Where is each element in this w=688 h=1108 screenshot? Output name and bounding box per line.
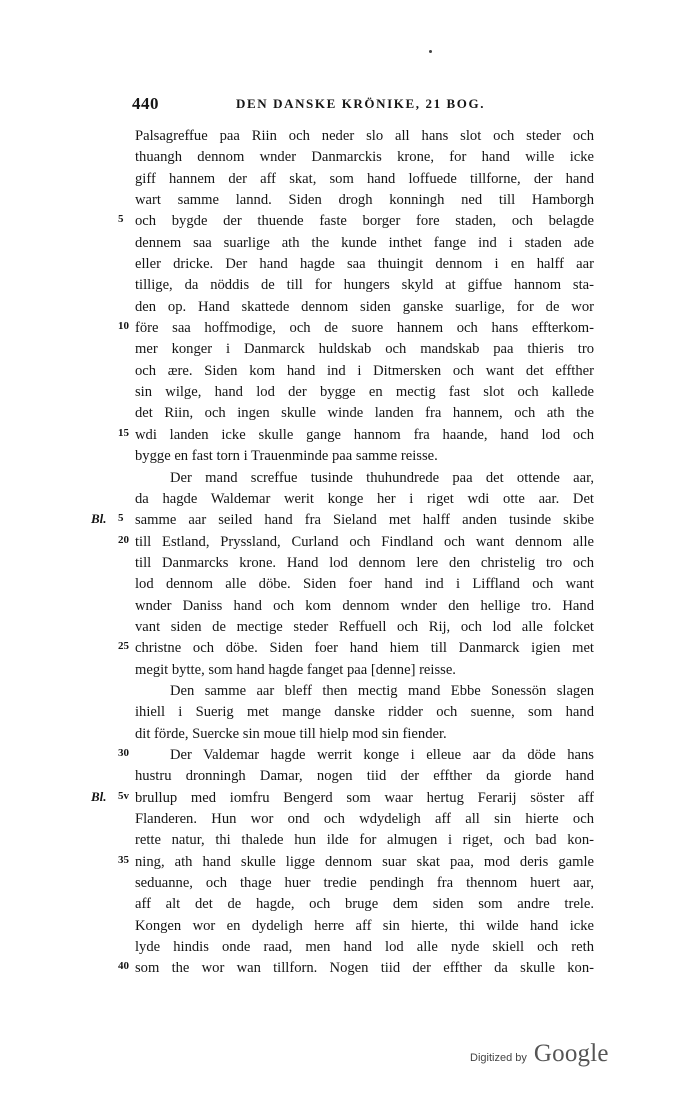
text-line <box>0 297 688 318</box>
text-line <box>0 275 688 296</box>
line-text: megit bytte, som hand hagde fanget paa [denne] reisse. <box>135 661 456 678</box>
text-line <box>0 361 688 382</box>
text-line <box>0 894 688 915</box>
line-number: 5 <box>118 213 124 226</box>
ink-speck <box>429 50 432 53</box>
line-text: Den samme aar bleff then mectig mand Ebbe Sonessön slagen <box>170 682 594 699</box>
line-text: mer konger i Danmarck huldskab och mandskab paa thieris tro <box>135 341 594 358</box>
text-line <box>0 425 688 446</box>
text-line <box>0 873 688 894</box>
page-number: 440 <box>132 94 159 113</box>
line-text: den op. Hand skattede dennom siden ganske suarlige, for de wor <box>135 298 594 315</box>
text-line <box>0 147 688 168</box>
line-text: sin wilge, hand lod der bygge en mectig fast slot och kallede <box>135 384 594 401</box>
line-text: bygge en fast torn i Trauenminde paa samme reisse. <box>135 448 438 465</box>
page-header <box>0 94 688 114</box>
line-text: aff alt det de hagde, och bruge dem siden som andre trele. <box>135 896 594 913</box>
line-text: ning, ath hand skulle ligge dennom suar skat paa, mod deris gamle <box>135 853 594 870</box>
line-number: 5 <box>118 512 124 525</box>
text-line <box>0 596 688 617</box>
text-line <box>0 638 688 659</box>
text-line <box>0 702 688 723</box>
text-line <box>0 724 688 745</box>
line-text: före saa hoffmodige, och de suore hannem och hans effterkom- <box>135 320 594 337</box>
line-text: hustru dronningh Damar, nogen tiid der effther da giorde hand <box>135 768 594 785</box>
line-text: det Riin, och ingen skulle winde landen fra hannem, och ath the <box>135 405 594 422</box>
running-head: DEN DANSKE KRÖNIKE, 21 BOG. <box>236 96 486 111</box>
line-text: seduanne, och thage huer tredie pendingh fra thennom huert aar, <box>135 875 594 892</box>
text-line <box>0 510 688 531</box>
text-line <box>0 788 688 809</box>
line-text: och bygde der thuende faste borger fore staden, och belagde <box>135 213 594 230</box>
line-number: 30 <box>118 746 129 759</box>
line-text: tillige, da nöddis de till for hungers skyld at giffue hannom sta- <box>135 277 594 294</box>
text-line <box>0 190 688 211</box>
digitized-by-label: Digitized by <box>470 1052 527 1064</box>
line-number: 15 <box>118 426 129 439</box>
text-line <box>0 169 688 190</box>
text-line <box>0 318 688 339</box>
line-number: 25 <box>118 640 129 653</box>
line-text: och ære. Siden kom hand ind i Ditmersken och want det effther <box>135 362 594 379</box>
margin-note: Bl. <box>91 511 107 527</box>
line-text: wdi landen icke skulle gange hannom fra haande, hand lod och <box>135 426 594 443</box>
line-text: da hagde Waldemar werit konge her i riget wdi otte aar. Det <box>135 490 594 507</box>
line-text: brullup med iomfru Bengerd som waar hertug Ferarij söster aff <box>135 789 594 806</box>
text-line <box>0 958 688 979</box>
text-line <box>0 745 688 766</box>
text-line <box>0 254 688 275</box>
line-number: 10 <box>118 320 129 333</box>
line-text: rette natur, thi thalede hun ilde for almugen i riget, och bad kon- <box>135 832 594 849</box>
text-line <box>0 937 688 958</box>
text-line <box>0 553 688 574</box>
line-text: vant siden de mectige steder Reffuell och Rij, och lod alle folcket <box>135 618 594 635</box>
line-number: 20 <box>118 533 129 546</box>
line-text: Kongen wor en dydeligh herre aff sin hierte, thi wilde hand icke <box>135 917 594 934</box>
line-text: till Estland, Pryssland, Curland och Findland och want dennom alle <box>135 533 594 550</box>
line-text: samme aar seiled hand fra Sieland met halff anden tusinde skibe <box>135 512 594 529</box>
line-text: Flanderen. Hun wor ond och wdydeligh aff all sin hierte och <box>135 811 594 827</box>
body-text <box>0 126 688 980</box>
line-text: Der Valdemar hagde werrit konge i elleue aar da döde hans <box>170 746 594 763</box>
text-line <box>0 446 688 467</box>
text-line <box>0 617 688 638</box>
text-line <box>0 766 688 787</box>
line-text: dit förde, Suercke sin moue till hielp mod sin fiender. <box>135 725 447 742</box>
line-text: thuangh dennom wnder Danmarckis krone, for hand wille icke <box>135 149 594 166</box>
text-line <box>0 916 688 937</box>
text-line <box>0 681 688 702</box>
line-number: 35 <box>118 853 129 866</box>
text-line <box>0 382 688 403</box>
line-text: som the wor wan tillforn. Nogen tiid der effther da skulle kon- <box>135 960 594 977</box>
margin-note: Bl. <box>91 788 107 804</box>
line-text: lod dennom alle döbe. Siden foer hand ind i Liffland och want <box>135 576 594 593</box>
line-number: 40 <box>118 960 129 973</box>
text-line <box>0 489 688 510</box>
text-line <box>0 211 688 232</box>
line-text: dennem saa suarlige ath the kunde inthet fange ind i staden ade <box>135 234 594 251</box>
line-number: 5v <box>118 789 129 802</box>
digitized-by-google-footer <box>470 1040 609 1068</box>
text-line <box>0 126 688 147</box>
line-text: ihiell i Suerig met mange danske ridder och suenne, som hand <box>135 704 594 721</box>
line-text: till Danmarcks krone. Hand lod dennom lere den christelig tro och <box>135 554 594 571</box>
text-line <box>0 830 688 851</box>
line-text: wart samme lannd. Siden drogh konningh ned till Hamborgh <box>135 192 594 209</box>
text-line <box>0 574 688 595</box>
line-text: Der mand screffue tusinde thuhundrede paa det ottende aar, <box>170 469 594 486</box>
line-text: christne och döbe. Siden foer hand hiem till Danmarck igien met <box>135 640 594 657</box>
line-text: wnder Daniss hand och kom dennom wnder den hellige tro. Hand <box>135 597 594 614</box>
line-text: Palsagreffue paa Riin och neder slo all hans slot och steder och <box>135 128 594 144</box>
text-line <box>0 233 688 254</box>
text-line <box>0 809 688 830</box>
line-text: eller dricke. Der hand hagde saa thuingit dennom i en halff aar <box>135 256 594 273</box>
text-line <box>0 660 688 681</box>
text-line <box>0 852 688 873</box>
text-line <box>0 532 688 553</box>
google-logo: Google <box>533 1040 609 1067</box>
text-line <box>0 468 688 489</box>
line-text: giff hannem der aff skat, som hand loffuede tillforne, der hand <box>135 170 594 187</box>
line-text: lyde hindis onde raad, men hand lod alle nyde skiell och reth <box>135 939 594 956</box>
text-line <box>0 403 688 424</box>
text-line <box>0 339 688 360</box>
